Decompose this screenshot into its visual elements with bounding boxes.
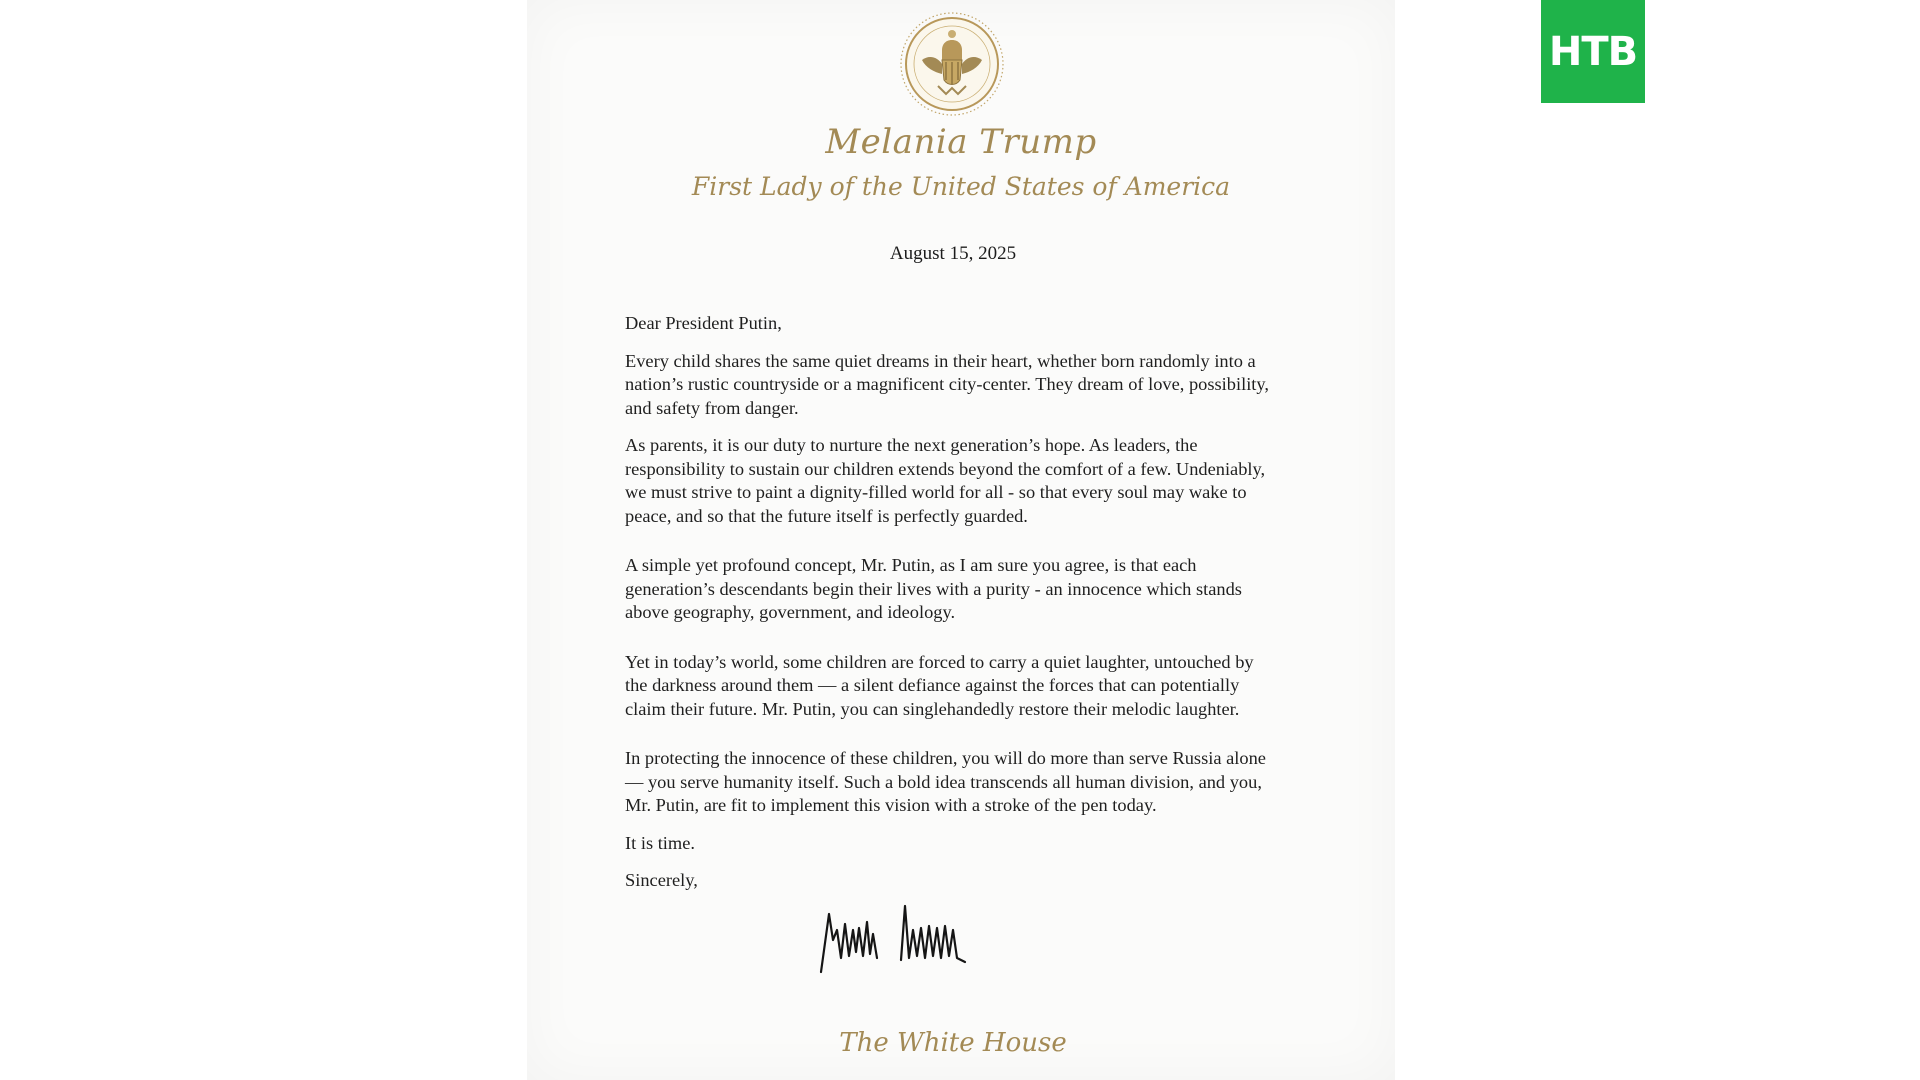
salutation: Dear President Putin,	[625, 313, 782, 333]
letter-page	[527, 0, 1395, 1080]
sign-off: Sincerely,	[625, 870, 698, 890]
signature-icon	[815, 900, 975, 980]
seal-icon	[898, 10, 1006, 118]
paragraph: As parents, it is our duty to nurture the next generation’s hope. As leaders, the responsibility to sustain our children extends beyond the comfort of a few. Undeniably, we must strive to paint a dignity-filled world for all - so that every soul may wake to peace, and so that the future itself is perfectly guarded.	[625, 435, 1266, 526]
paragraph: A simple yet profound concept, Mr. Putin, as I am sure you agree, is that each generation’s descendants begin their lives with a purity - an innocence which stands above geography, government, and ideology.	[625, 555, 1242, 622]
letter-footer: The White House	[839, 1028, 1067, 1058]
letterhead-title: First Lady of the United States of America	[691, 172, 1231, 201]
closing-line: It is time.	[625, 832, 695, 853]
paragraph: Every child shares the same quiet dreams in their heart, whether born randomly into a nation’s rustic countryside or a magnificent city-center. They dream of love, possibility, and safety from danger.	[625, 350, 1270, 418]
letterhead-name: Melania Trump	[825, 122, 1097, 162]
channel-logo-text: НТВ	[1548, 28, 1638, 75]
paragraph: Yet in today’s world, some children are forced to carry a quiet laughter, untouched by the darkness around them — a silent defiance against the forces that can potentially claim their future. Mr. Putin, you can singlehandedly restore their melodic laughter.	[625, 651, 1254, 719]
letter-body	[625, 312, 1280, 893]
channel-logo	[1541, 0, 1645, 103]
paragraph: In protecting the innocence of these children, you will do more than serve Russia alone — you serve humanity itself. Such a bold idea transcends all human division, and you, Mr. Putin, are fit to implement this vision with a stroke of the pen today.	[625, 748, 1266, 815]
letter-date: August 15, 2025	[889, 243, 1017, 264]
